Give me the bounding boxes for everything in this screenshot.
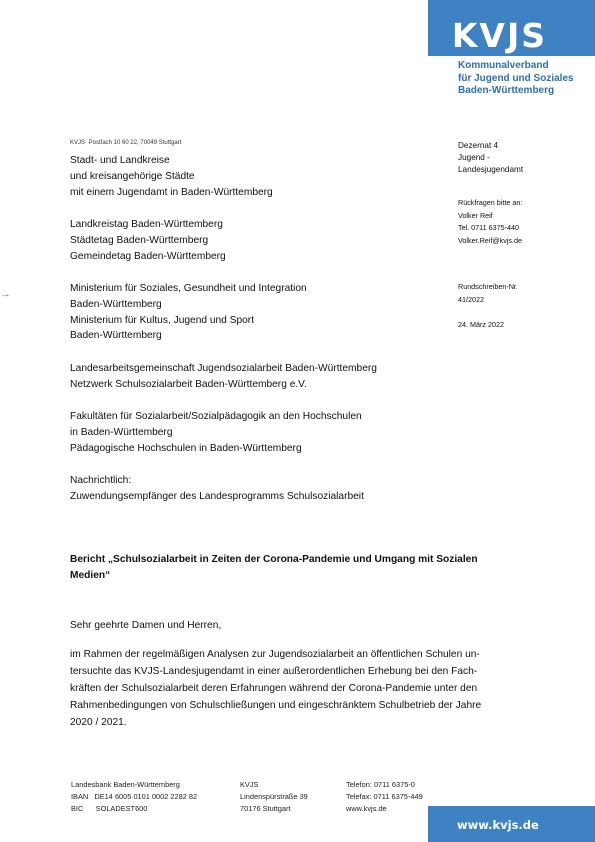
recipient-group-1 bbox=[70, 153, 273, 200]
fold-mark-arrow-icon: → bbox=[0, 288, 11, 300]
body-paragraph bbox=[70, 646, 525, 731]
recipient-line: mit einem Jugendamt in Baden-Württemberg bbox=[70, 186, 273, 198]
circular-label: Rundschreiben-Nr. bbox=[458, 282, 518, 291]
footer-phone: Telefon: 0711 6375-0 bbox=[346, 780, 415, 789]
salutation: Sehr geehrte Damen und Herren, bbox=[70, 620, 222, 631]
recipient-group-6 bbox=[70, 473, 364, 505]
body-line: 2020 / 2021. bbox=[70, 717, 127, 728]
recipient-line: Ministerium für Soziales, Gesundheit und Integration bbox=[70, 283, 307, 294]
logo-subtitle-line: für Jugend und Soziales bbox=[458, 72, 574, 84]
contact-name: Volker Reif bbox=[458, 210, 493, 220]
contact-phone: Tel. 0711 6375-440 bbox=[458, 223, 520, 233]
contact-info bbox=[458, 197, 522, 248]
recipient-line: Baden-Württemberg bbox=[70, 298, 162, 310]
web-banner[interactable] bbox=[428, 806, 595, 842]
web-banner-text[interactable]: www.kvjs.de bbox=[457, 818, 539, 832]
recipient-line: in Baden-Württemberg bbox=[70, 426, 173, 438]
recipient-line: Gemeindetag Baden-Württemberg bbox=[70, 250, 226, 262]
recipient-line: Baden-Württemberg bbox=[70, 330, 162, 342]
body-line: tersuchte das KVJS-Landesjugendamt in einer außerordentlichen Erhebung bei den Fach- bbox=[70, 666, 478, 677]
recipient-group-5 bbox=[70, 409, 362, 456]
footer-website-link[interactable]: www.kvjs.de bbox=[346, 804, 387, 813]
recipient-line: und kreisangehörige Städte bbox=[70, 170, 195, 182]
recipient-line: Zuwendungsempfänger des Landesprogramms Schulsozialarbeit bbox=[70, 490, 364, 502]
footer-bank bbox=[71, 779, 197, 815]
address-street: Lindenspürstraße 39 bbox=[240, 792, 308, 801]
body-line: kräften der Schulsozialarbeit deren Erfahrungen während der Corona-Pandemie unter den bbox=[70, 683, 478, 694]
sender-line: KVJS· Postfach 10 60 22, 70049 Stuttgart bbox=[70, 140, 182, 146]
recipient-line: Pädagogische Hochschulen in Baden-Württemberg bbox=[70, 442, 302, 454]
letter-subject bbox=[70, 552, 530, 584]
bank-name: Landesbank Baden-Württemberg bbox=[71, 780, 180, 789]
recipient-line: Landesarbeitsgemeinschaft Jugendsozialarbeit Baden-Württemberg bbox=[70, 363, 377, 374]
body-line: im Rahmen der regelmäßigen Analysen zur Jugendsozialarbeit an öffentlichen Schulen un- bbox=[70, 649, 480, 660]
recipient-group-2 bbox=[70, 217, 226, 264]
recipient-line: Landkreistag Baden-Württemberg bbox=[70, 219, 223, 230]
body-line: Rahmenbedingungen von Schulschließungen und eingeschränktem Schulbetrieb der Jahre bbox=[70, 700, 482, 711]
department-info bbox=[458, 140, 523, 176]
recipient-line: Stadt- und Landkreise bbox=[70, 155, 170, 166]
recipient-line: Ministerium für Kultus, Jugend und Sport bbox=[70, 314, 255, 326]
subject-line: Medien“ bbox=[70, 570, 111, 581]
recipient-line: Netzwerk Schulsozialarbeit Baden-Württemberg e.V. bbox=[70, 378, 307, 390]
circular-number: 41/2022 bbox=[458, 294, 484, 304]
address-org: KVJS bbox=[240, 780, 259, 789]
logo-banner bbox=[428, 0, 595, 56]
footer-address bbox=[240, 779, 308, 815]
logo-subtitle-line: Kommunalverband bbox=[458, 60, 549, 71]
contact-label: Rückfragen bitte an: bbox=[458, 198, 523, 207]
department-line: Landesjugendamt bbox=[458, 165, 524, 174]
circular-info bbox=[458, 281, 518, 306]
address-city: 70176 Stuttgart bbox=[240, 804, 291, 813]
footer-fax: Telefax: 0711 6375-449 bbox=[346, 792, 423, 801]
recipient-line: Nachrichtlich: bbox=[70, 475, 132, 486]
logo-text: KVJS bbox=[451, 16, 547, 55]
department-line: Dezernat 4 bbox=[458, 141, 499, 150]
recipient-group-4 bbox=[70, 361, 377, 393]
recipient-group-3 bbox=[70, 281, 307, 344]
contact-email: Volker.Reif@kvjs.de bbox=[458, 236, 523, 246]
bank-iban: IBAN DE14 6005 0101 0002 2282 82 bbox=[71, 792, 198, 801]
logo-subtitle bbox=[458, 60, 574, 98]
bank-bic: BIC SOLADEST600 bbox=[71, 804, 148, 813]
letter-date: 24. März 2022 bbox=[458, 320, 504, 329]
footer-contact bbox=[346, 779, 423, 815]
department-line: Jugend - bbox=[458, 153, 490, 162]
subject-line: Bericht „Schulsozialarbeit in Zeiten der Corona-Pandemie und Umgang mit Sozialen bbox=[70, 554, 478, 565]
logo-subtitle-line: Baden-Württemberg bbox=[458, 85, 555, 96]
recipient-line: Städtetag Baden-Württemberg bbox=[70, 234, 209, 246]
recipient-line: Fakultäten für Sozialarbeit/Sozialpädagogik an den Hochschulen bbox=[70, 411, 362, 422]
